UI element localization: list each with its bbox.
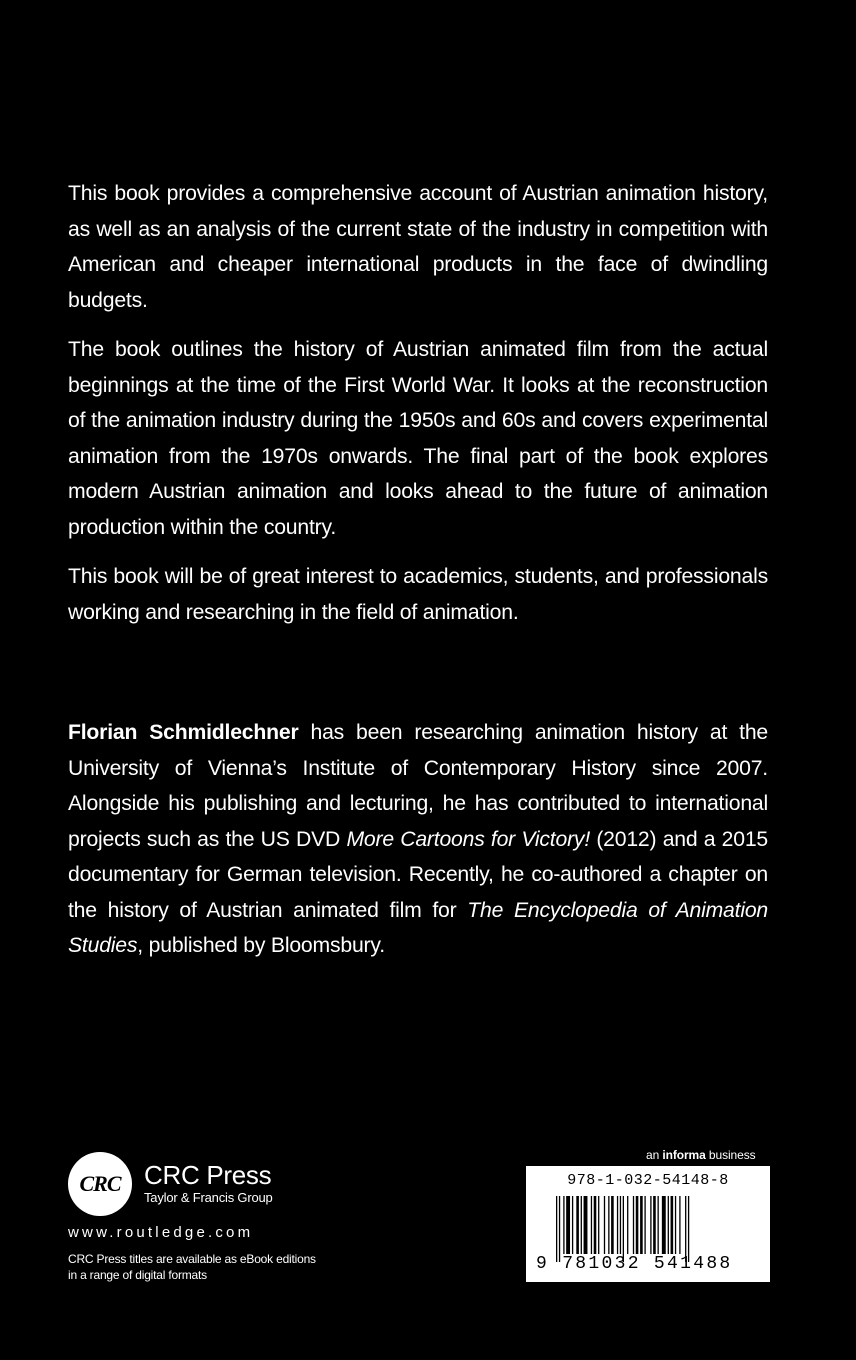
publisher-website: www.routledge.com — [68, 1224, 254, 1241]
informa-suffix: business — [705, 1148, 756, 1162]
description-paragraph-3: This book will be of great interest to academics, students, and professionals working and researching in the field of animation. — [68, 565, 768, 624]
author-bio — [68, 715, 768, 964]
crc-seal-icon: CRC — [68, 1152, 132, 1216]
crc-logo — [68, 1152, 368, 1216]
bio-text-b: (2012) and a 2015 documentary for German television. Recently, he co-authored a chapter on the history of Austrian animated film for — [68, 827, 768, 922]
publisher-name-block — [144, 1161, 273, 1207]
bio-text-c: , published by Bloomsbury. — [137, 934, 385, 957]
bio-text-a: has been researching animation history at the University of Vienna’s Institute of Contemporary History since 2007. Alongside his publishing and lecturing, he has contributed to international projects such as the US DVD — [68, 721, 768, 851]
dvd-title: More Cartoons for Victory! — [346, 827, 591, 851]
ebook-note-line-1: CRC Press titles are available as eBook editions — [68, 1252, 316, 1266]
publisher-name: CRC Press — [144, 1160, 272, 1190]
encyclopedia-title: The Encyclopedia of Animation Studies — [68, 898, 768, 957]
book-description — [68, 176, 768, 644]
author-name: Florian Schmidlechner — [68, 721, 299, 744]
informa-prefix: an — [646, 1148, 663, 1162]
publisher-block — [68, 1152, 368, 1283]
ebook-note — [68, 1251, 368, 1283]
barcode-bars-icon — [556, 1196, 746, 1262]
isbn-barcode — [526, 1166, 770, 1282]
isbn-hyphenated: 978-1-032-54148-8 — [567, 1172, 729, 1189]
isbn-digits: 9 781032 541488 — [536, 1254, 733, 1274]
informa-tagline — [646, 1148, 756, 1162]
description-paragraph-1: This book provides a comprehensive account of Austrian animation history, as well as an analysis of the current state of the industry in competition with American and cheaper international products in the face of dwindling budgets. — [68, 182, 768, 312]
informa-brand: informa — [662, 1148, 706, 1162]
publisher-group: Taylor & Francis Group — [144, 1190, 273, 1205]
description-paragraph-2: The book outlines the history of Austrian animated film from the actual beginnings at the time of the First World War. It looks at the reconstruction of the animation industry during the 1950s and 60s and covers experimental animation from the 1970s onwards. The final part of the book explores modern Austrian animation and looks ahead to the future of animation production within the country. — [68, 338, 768, 539]
author-bio-paragraph — [68, 715, 768, 964]
ebook-note-line-2: in a range of digital formats — [68, 1268, 207, 1282]
